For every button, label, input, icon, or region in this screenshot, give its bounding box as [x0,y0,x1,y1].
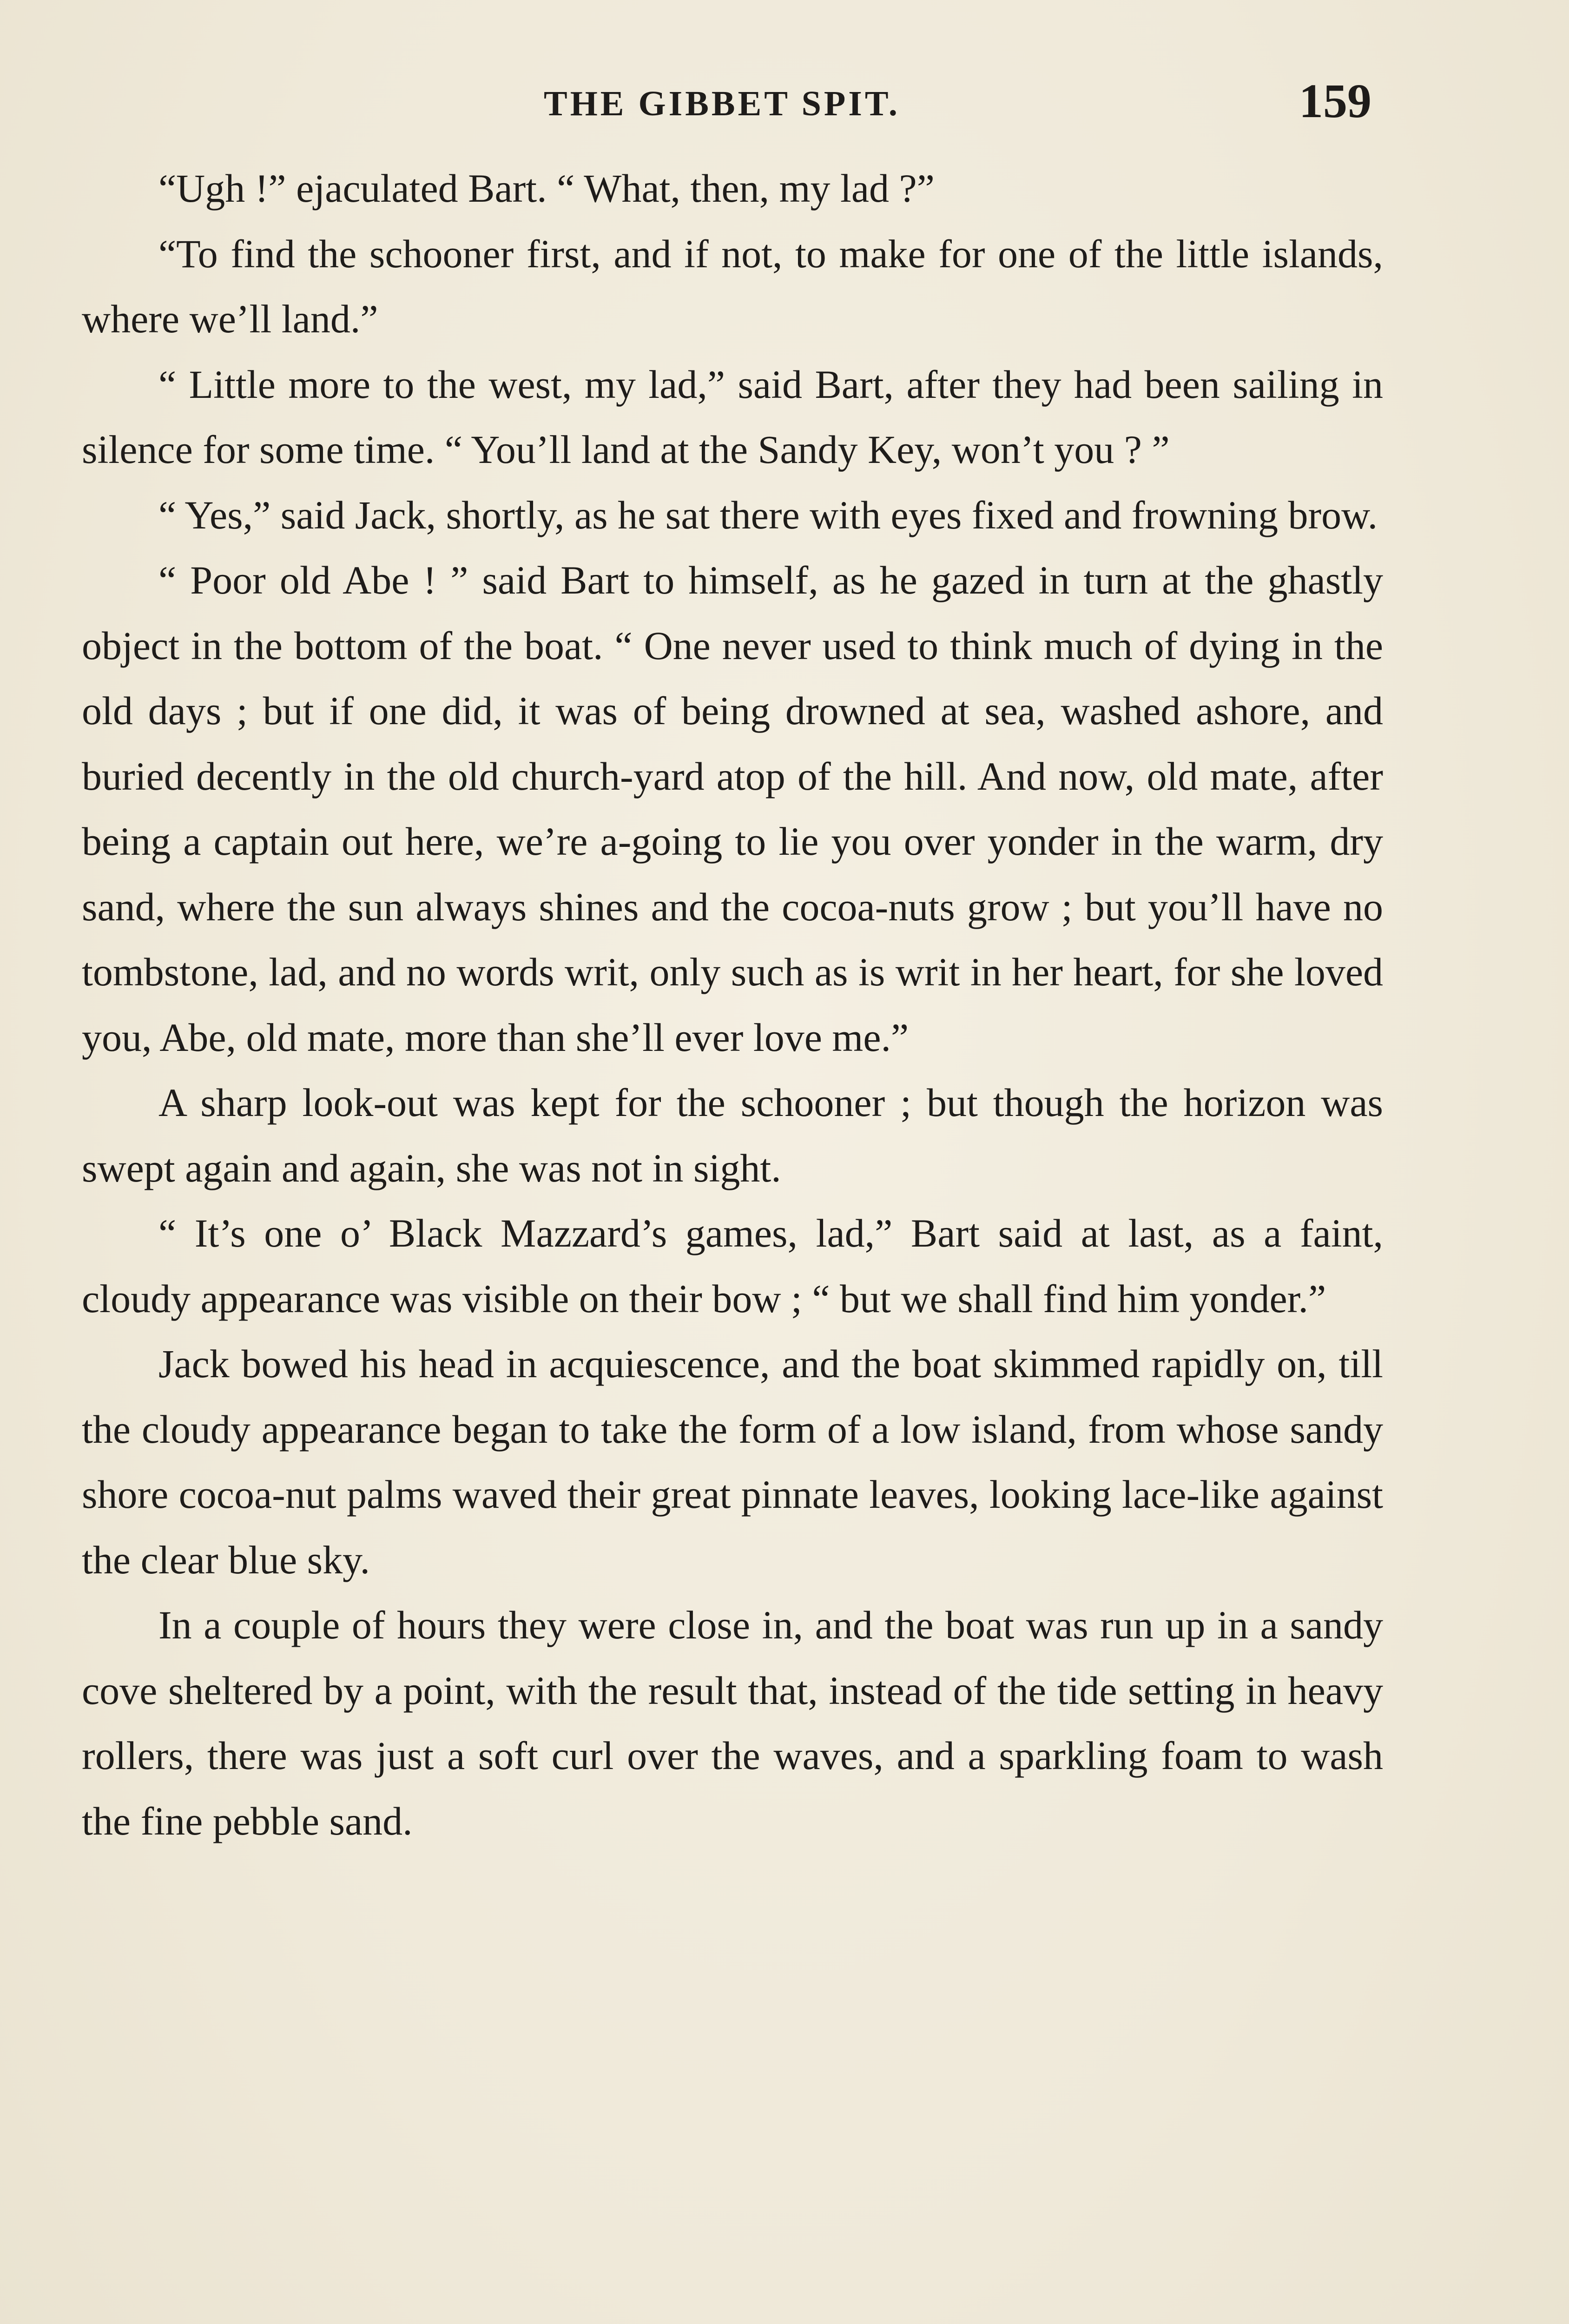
paragraph-6: A sharp look-out was kept for the schooner ; but though the horizon was swept again and again, she was not in sight. [82,1080,1383,1190]
page-header [0,74,1569,135]
paragraph-8: Jack bowed his head in acquiescence, and the boat skimmed rapidly on, till the cloudy appearance began to take the form of a low island, from whose sandy shore cocoa-nut palms waved their great pinnate leaves, looking lace-like against the clear blue sky. [82,1341,1383,1582]
running-head: THE GIBBET SPIT. [544,84,900,123]
page-number: 159 [1299,74,1371,128]
paragraph-5: “ Poor old Abe ! ” said Bart to himself, as he gazed in turn at the ghastly object in the bottom of the boat. “ One never used to think much of dying in the old days ; but if one did, it was of being drowned at sea, washed ashore, and buried decently in the old church-yard atop of the hill. And now, old mate, after being a captain out here, we’re a-going to lie you over yonder in the warm, dry sand, where the sun always shines and the cocoa-nuts grow ; but you’ll have no tombstone, lad, and no words writ, only such as is writ in her heart, for she loved you, Abe, old mate, more than she’ll ever love me.” [82,558,1383,1060]
paragraph-1: “Ugh !” ejaculated Bart. “ What, then, my lad ?” [158,166,935,211]
paragraph-3: “ Little more to the west, my lad,” said Bart, after they had been sailing in silence for some time. “ You’ll land at the Sandy Key, won’t you ? ” [82,362,1383,472]
paragraph-7: “ It’s one o’ Black Mazzard’s games, lad,” Bart said at last, as a faint, cloudy appearance was visible on their bow ; “ but we shall find him yonder.” [82,1211,1383,1321]
paragraph-4: “ Yes,” said Jack, shortly, as he sat there with eyes fixed and frowning brow. [158,492,1378,537]
paragraph-9: In a couple of hours they were close in, and the boat was run up in a sandy cove sheltered by a point, with the result that, instead of the tide setting in heavy rollers, there was just a soft curl over the waves, and a sparkling foam to wash the fine pebble sand. [82,1603,1383,1843]
paragraph-2: “To find the schooner first, and if not, to make for one of the little islands, where we’ll land.” [82,231,1383,341]
body-text [82,156,1383,1854]
